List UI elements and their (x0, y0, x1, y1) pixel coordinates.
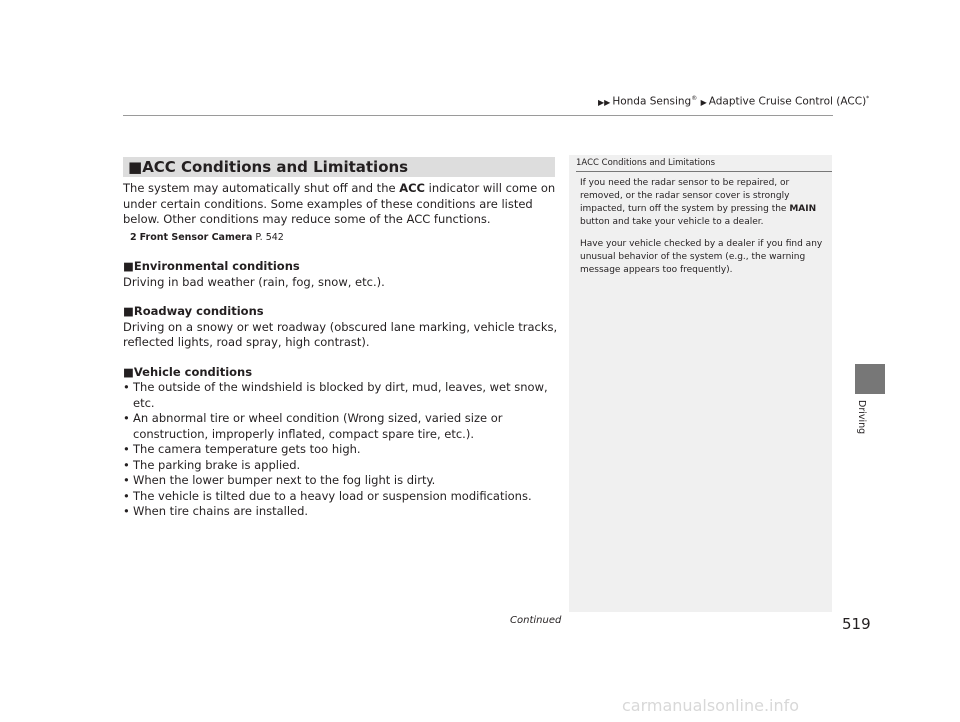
chapter-label: Driving (856, 400, 867, 435)
note-icon: 1 (576, 158, 582, 168)
list-item: • An abnormal tire or wheel condition (Wrong sized, varied size or construction, improperly inflated, compact spare tire, etc.). (123, 411, 563, 442)
env-text: Driving in bad weather (rain, fog, snow, etc.). (123, 274, 385, 289)
list-item: • When tire chains are installed. (123, 504, 563, 520)
sidebar-title: 1ACC Conditions and Limitations (576, 158, 716, 168)
cross-reference-link[interactable]: 2 Front Sensor Camera P. 542 (130, 231, 284, 243)
sidebar-divider (576, 171, 832, 172)
square-bullet-icon: ■ (123, 304, 134, 318)
breadcrumb: ▶▶ Honda Sensing® ▶ Adaptive Cruise Control (ACC)* (598, 95, 870, 108)
square-bullet-icon: ■ (128, 158, 143, 176)
breadcrumb-honda-sensing[interactable]: Honda Sensing (612, 95, 692, 108)
road-heading: ■Roadway conditions (123, 304, 264, 318)
square-bullet-icon: ■ (123, 364, 134, 379)
section-heading-bar (123, 157, 555, 177)
list-item: • When the lower bumper next to the fog light is dirty. (123, 473, 563, 489)
main-content (123, 181, 563, 520)
list-item: • The outside of the windshield is blocked by dirt, mud, leaves, wet snow, etc. (123, 380, 563, 411)
watermark: carmanualsonline.info (622, 696, 800, 715)
header-divider (123, 115, 833, 116)
sidebar-paragraph: If you need the radar sensor to be repaired, or removed, or the radar sensor cover is strongly impacted, turn off the system by pressing the MAIN button and take your vehicle to a dealer. (580, 178, 817, 227)
sidebar-paragraph: Have your vehicle checked by a dealer if you find any unusual behavior of the system (e.g., the warning message appears too frequently). (580, 239, 823, 275)
breadcrumb-arrow-icon: ▶▶ (598, 97, 611, 107)
env-heading: ■Environmental conditions (123, 259, 300, 273)
breadcrumb-arrow-icon: ▶ (700, 97, 707, 107)
list-item: • The camera temperature gets too high. (123, 442, 563, 458)
continued-label: Continued (510, 615, 562, 626)
section-title: ■ACC Conditions and Limitations (128, 158, 409, 176)
square-bullet-icon: ■ (123, 259, 134, 273)
sidebar-body (580, 177, 825, 286)
road-text: Driving on a snowy or wet roadway (obscured lane marking, vehicle tracks, reflected lights, road spray, high contrast). (123, 319, 558, 349)
vehicle-conditions-list (123, 380, 563, 520)
breadcrumb-acc[interactable]: Adaptive Cruise Control (ACC) (708, 95, 867, 108)
list-item: • The parking brake is applied. (123, 458, 563, 474)
chapter-tab[interactable] (855, 364, 885, 394)
vehicle-heading: ■Vehicle conditions (123, 364, 253, 379)
page-number: 519 (842, 615, 871, 633)
intro-paragraph: The system may automatically shut off and the ACC indicator will come on under certain conditions. Some examples of these conditions are listed below. Other conditions may reduce some of the ACC functions. (123, 181, 556, 226)
list-item: • The vehicle is tilted due to a heavy load or suspension modifications. (123, 489, 563, 505)
reference-arrow-icon: 2 (130, 231, 137, 243)
sidebar-note (569, 155, 832, 612)
